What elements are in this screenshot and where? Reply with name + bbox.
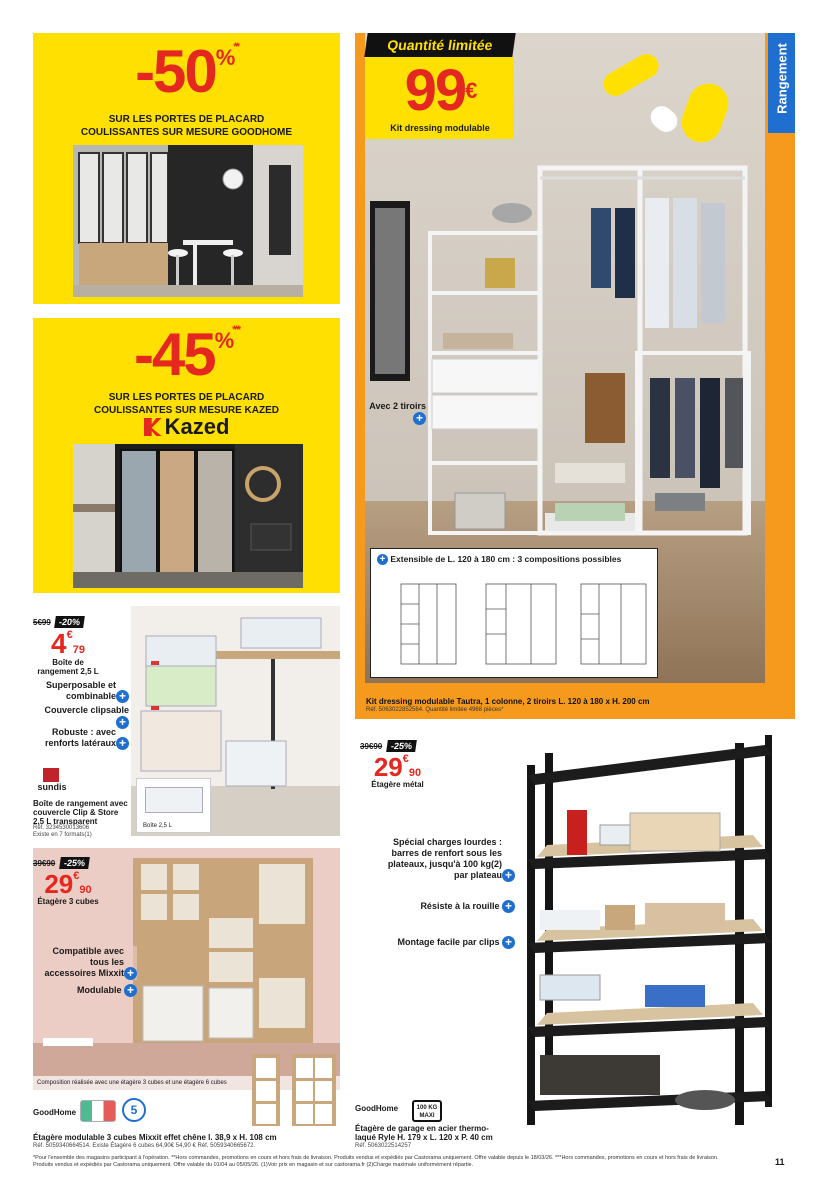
plus-icon[interactable]: + — [377, 554, 388, 565]
kazed-room-photo — [73, 444, 303, 588]
dressing-price-block — [366, 57, 514, 139]
feature-drawers: Avec 2 tiroirs + — [369, 401, 426, 425]
cubes-feature-compatible: Compatible avec tous les accessoires Mixxit + — [33, 946, 137, 980]
kazed-logo: Kazed — [33, 414, 340, 440]
warranty-badge: 5 — [122, 1098, 146, 1122]
cubes-product-shot — [248, 1052, 338, 1127]
kazed-k-icon — [144, 418, 162, 436]
promo-subtitle: SUR LES PORTES DE PLACARD COULISSANTES SUR MESURE GOODHOME — [80, 114, 293, 138]
limited-quantity-badge: Quantité limitée — [364, 33, 515, 57]
box-photo — [131, 606, 340, 836]
promo-kazed — [33, 318, 340, 593]
cubes-reference: Réf. 5059340664514. Existe Étagère 6 cubes 64,90€ 54,90 € Réf. 5059340665672. — [33, 1143, 256, 1149]
page-number: 11 — [775, 1157, 785, 1167]
goodhome-logo-small: GoodHome — [33, 1108, 77, 1117]
promo-goodhome — [33, 33, 340, 304]
plus-icon[interactable]: + — [124, 967, 137, 980]
cubes-feature-modular: Modulable + — [33, 984, 137, 997]
legal-footer: *Pour l'ensemble des magasins participant à l'opération. **Hors commandes, promotions en cours et hors frais de livraison. Produits vendus et expédiés par Castorama uniquement. Offre valable depuis le 18/03/26. ***Hors commandes, promotions en cours et hors frais de livraison. Produits vendus et expédiés par Castorama uniquement. Offre valable du 01/04 au 05/05/26. (1)Voir prix en magasin et sur castorama.fr (2)Charge maximale uniformément répartie. — [33, 1155, 719, 1168]
load-capacity-badge: 100 KG MAXI — [412, 1100, 442, 1122]
plus-icon[interactable]: + — [116, 690, 129, 703]
metal-feature-rust: Résiste à la rouille + — [380, 900, 515, 913]
box-feature-sturdy: Robuste : avec renforts latéraux + — [33, 727, 129, 750]
plus-icon[interactable]: + — [116, 716, 129, 729]
box-formats: Existe en 7 formats(1) — [33, 832, 92, 838]
box-inset: Boîte 2,5 L — [136, 778, 211, 833]
dressing-label: Kit dressing modulable — [390, 123, 490, 133]
box-reference: Réf. 3234530013606 — [33, 825, 90, 831]
fabrication-badge — [80, 1100, 116, 1122]
cubes-caption: Composition réalisée avec une étagère 3 cubes et une étagère 6 cubes — [33, 1076, 340, 1090]
plus-icon[interactable]: + — [116, 737, 129, 750]
side-tab: Rangement — [768, 33, 795, 133]
discount-percent: -45%*** — [133, 321, 240, 388]
goodhome-logo-metal: GoodHome — [355, 1104, 399, 1113]
metal-feature-heavy: Spécial charges lourdes : barres de renfort sous les plateaux, jusqu'à 100 kg(2) par plateau + — [380, 837, 515, 882]
extend-box: + Extensible de L. 120 à 180 cm : 3 compositions possibles — [370, 548, 658, 678]
box-description: Boîte de rangement avec couvercle Clip & Store 2,5 L transparent — [33, 799, 128, 826]
dressing-price: 99€ — [404, 58, 476, 123]
discount-percent: -50%** — [135, 38, 238, 105]
metal-feature-clips: Montage facile par clips + — [380, 936, 515, 949]
plus-icon[interactable]: + — [502, 936, 515, 949]
dressing-description: Kit dressing modulable Tautra, 1 colonne, 2 tiroirs L. 120 à 180 x H. 200 cm — [366, 697, 650, 706]
box-price-tag: 5€99 -20% 4€79 Boîte de rangement 2,5 L — [33, 617, 99, 676]
sundis-logo: sundis — [33, 768, 71, 794]
goodhome-room-photo — [73, 145, 303, 297]
plus-icon[interactable]: + — [413, 412, 426, 425]
cubes-price-tag: 39€90 -25% 29€90 Étagère 3 cubes — [33, 858, 99, 906]
metal-shelf-photo — [515, 735, 780, 1125]
box-feature-lid: Couvercle clipsable + — [44, 705, 129, 729]
cubes-description: Étagère modulable 3 cubes Mixxit effet chêne l. 38,9 x H. 108 cm — [33, 1133, 277, 1142]
metal-price-tag: 39€90 -25% 29€90 Étagère métal — [360, 741, 424, 789]
metal-reference: Réf. 5063022514257 — [355, 1143, 412, 1149]
plus-icon[interactable]: + — [502, 869, 515, 882]
box-feature-stackable: Superposable et combinable + — [33, 680, 129, 703]
promo-subtitle: SUR LES PORTES DE PLACARD COULISSANTES SUR MESURE KAZED — [93, 392, 279, 416]
plus-icon[interactable]: + — [502, 900, 515, 913]
metal-description: Étagère de garage en acier thermo-laqué Ryle H. 179 x L. 120 x P. 40 cm — [355, 1124, 493, 1142]
dressing-reference: Réf. 5063022852564. Quantité limitée 4968 pièces* — [366, 707, 504, 713]
plus-icon[interactable]: + — [124, 984, 137, 997]
